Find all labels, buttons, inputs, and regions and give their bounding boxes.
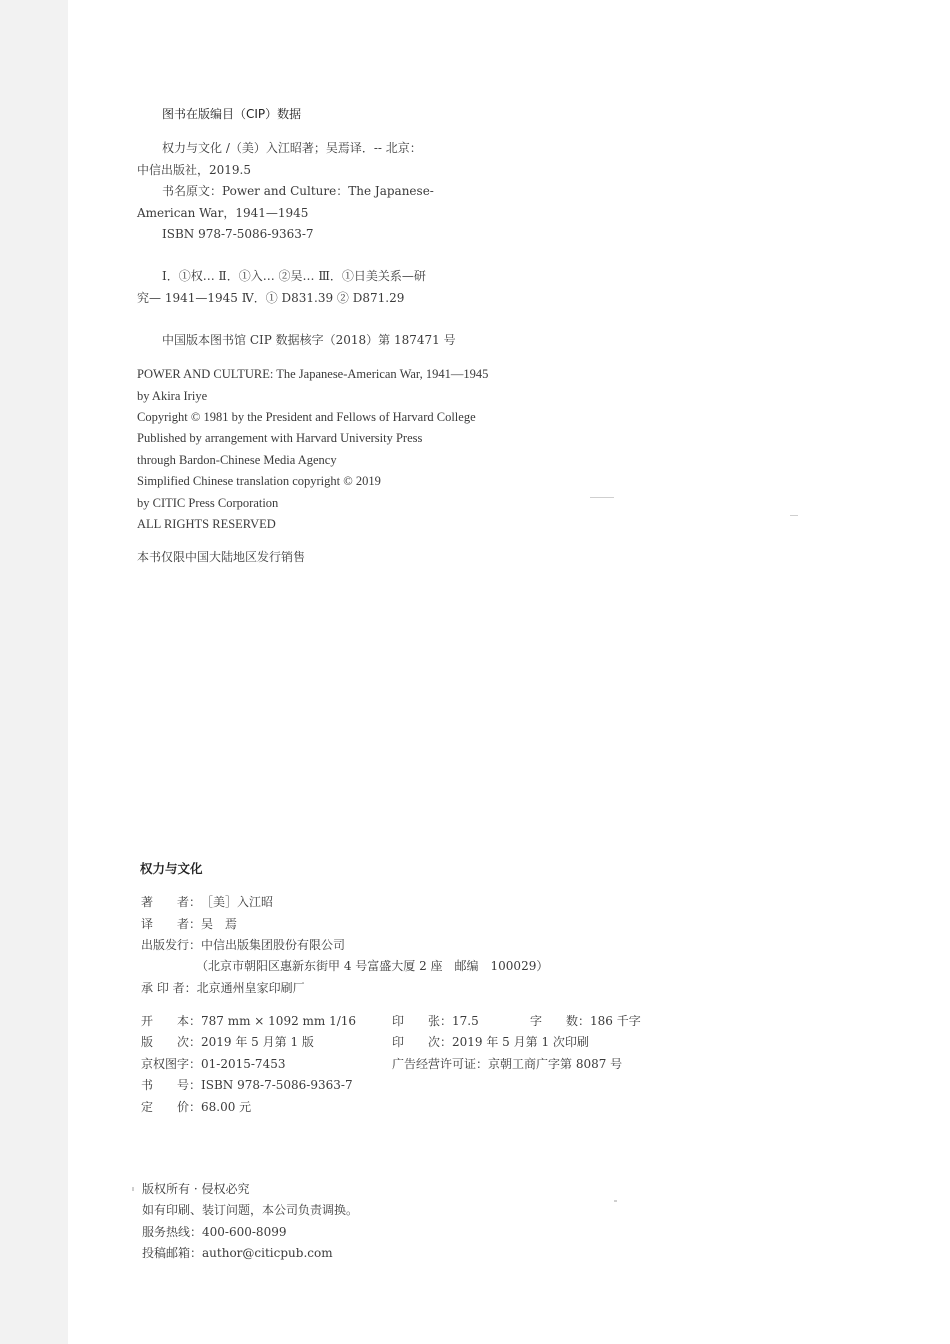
cip-line-original-title-cont: American War，1941—1945 [137,206,309,220]
english-arrangement-line: Published by arrangement with Harvard University Press [137,431,423,445]
price-row [141,1100,251,1114]
cip-line-classification: Ⅰ．①权… Ⅱ．①入… ②吴… Ⅲ．①日美关系—研 [162,269,426,283]
printing-label: 印 次： [392,1035,453,1049]
footer-rights: 版权所有 · 侵权必究 [142,1182,250,1196]
words-value: 186 千字 [590,1014,641,1028]
scan-speck [132,1187,134,1191]
edition-label: 版 次： [141,1035,202,1049]
cip-heading: 图书在版编目（CIP）数据 [162,107,302,121]
words-label: 字 数： [530,1014,591,1028]
printing-cell [392,1035,589,1049]
printer-label: 承 印 者： [141,981,197,995]
translator-row [141,917,237,931]
translator-label: 译 者： [141,917,202,931]
scan-speck [590,497,614,498]
translator-value: 吴 焉 [201,917,238,931]
format-label: 开 本： [141,1014,202,1028]
edition-row [141,1035,314,1049]
cip-number: 中国版本图书馆 CIP 数据核字（2018）第 187471 号 [162,333,456,347]
format-row [141,1014,356,1028]
book-title: 权力与文化 [140,861,203,876]
sheets-value: 17.5 [452,1014,479,1028]
cip-line-title: 权力与文化 /（美）入江昭著；吴焉译．-- 北京： [162,141,422,155]
sheets-label: 印 张： [392,1014,453,1028]
english-rights-line: ALL RIGHTS RESERVED [137,517,276,531]
footer-replacement-notice: 如有印刷、装订问题，本公司负责调换。 [142,1203,359,1217]
sales-notice: 本书仅限中国大陆地区发行销售 [137,550,306,564]
printer-value: 北京通州皇家印刷厂 [196,981,305,995]
isbn-label: 书 号： [141,1078,202,1092]
publisher-label: 出版发行： [141,938,202,952]
english-agency-line: through Bardon-Chinese Media Agency [137,453,337,467]
scan-speck [614,1200,617,1202]
english-title-line: POWER AND CULTURE: The Japanese-American War, 1941—1945 [137,367,489,381]
author-value: ［美］入江昭 [201,895,274,909]
isbn-row [141,1078,353,1092]
words-cell [530,1014,641,1028]
hotline-label: 服务热线： [142,1225,203,1239]
printer-row [141,981,305,995]
english-copyright-line: Copyright © 1981 by the President and Fellows of Harvard College [137,410,476,424]
author-row [141,895,273,909]
publisher-address: （北京市朝阳区惠新东街甲 4 号富盛大厦 2 座 邮编 100029） [196,959,549,973]
rights-row [141,1057,285,1071]
email-value: author@citicpub.com [202,1246,333,1260]
rights-value: 01-2015-7453 [201,1057,286,1071]
format-value: 787 mm × 1092 mm 1/16 [201,1014,357,1028]
cip-line-publisher: 中信出版社，2019.5 [137,163,251,177]
cip-line-original-title: 书名原文：Power and Culture：The Japanese- [162,184,434,198]
email-label: 投稿邮箱： [142,1246,203,1260]
publisher-value: 中信出版集团股份有限公司 [201,938,346,952]
printing-value: 2019 年 5 月第 1 次印刷 [452,1035,589,1049]
publisher-row [141,938,345,952]
author-label: 著 者： [141,895,202,909]
ad-license-value: 京朝工商广字第 8087 号 [488,1057,623,1071]
cip-line-classification-cont: 究— 1941—1945 Ⅳ．① D831.39 ② D871.29 [137,291,405,305]
edition-value: 2019 年 5 月第 1 版 [201,1035,314,1049]
price-value: 68.00 元 [201,1100,252,1114]
cip-line-isbn: ISBN 978-7-5086-9363-7 [162,227,314,241]
english-publisher-line: by CITIC Press Corporation [137,496,279,510]
footer-hotline [142,1225,286,1239]
english-author-line: by Akira Iriye [137,389,208,403]
sheets-cell [392,1014,479,1028]
ad-license-label: 广告经营许可证： [392,1057,489,1071]
price-label: 定 价： [141,1100,202,1114]
footer-email [142,1246,333,1260]
copyright-page [68,0,950,1344]
isbn-value: ISBN 978-7-5086-9363-7 [201,1078,353,1092]
hotline-value: 400-600-8099 [202,1225,287,1239]
ad-license-cell [392,1057,622,1071]
scan-speck [790,515,798,516]
english-translation-copyright-line: Simplified Chinese translation copyright © 2019 [137,474,381,488]
rights-label: 京权图字： [141,1057,202,1071]
